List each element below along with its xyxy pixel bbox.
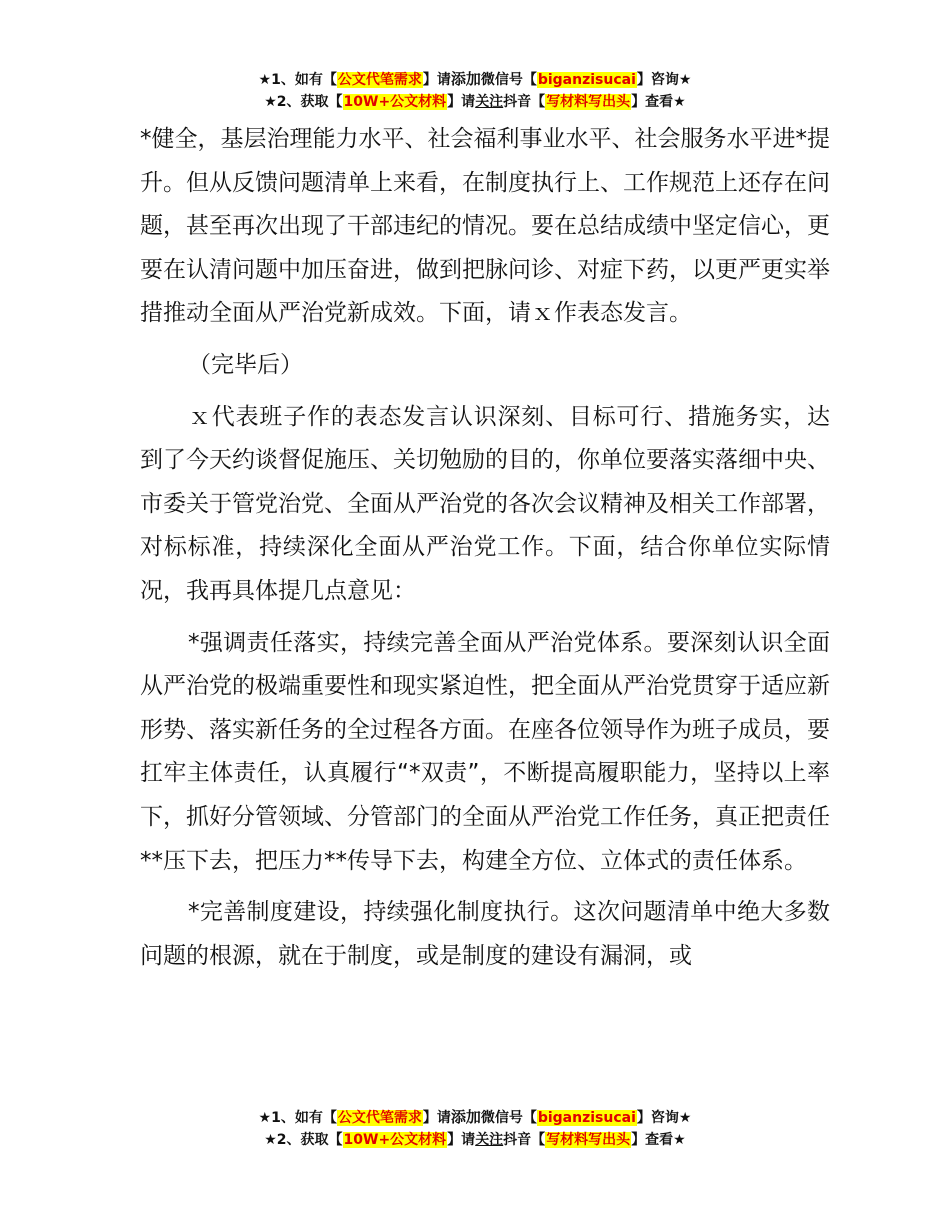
- banner-text: 添加: [450, 70, 481, 88]
- paragraph-response: ｘ代表班子作的表态发言认识深刻、目标可行、措施务实，达到了今天约谈督促施压、关切勉励的目的，你单位要落实落细中央、市委关于管党治党、全面从严治党的各次会议精神及相关工作部署，对标标准，持续深化全面从严治党工作。下面，结合你单位实际情况，我再具体提几点意见：: [140, 403, 830, 604]
- banner-text: 抖音【: [503, 94, 546, 110]
- banner-text: 】请: [422, 72, 451, 88]
- paragraph-point-one: *强调责任落实，持续完善全面从严治党体系。要深刻认识全面从严治党的极端重要性和现实紧迫性，把全面从严治党贯穿于适应新形势、落实新任务的全过程各方面。在座各位领导作为班子成员，要扛牢主体责任，认真履行“*双责”，不断提高履职能力，坚持以上率下，抓好分管领域、分管部门的全面从严治党工作任务，真正把责任**压下去，把压力**传导下去，构建全方位、立体式的责任体系。: [140, 629, 830, 874]
- banner-text: 微信号【: [480, 1110, 537, 1126]
- header-banner: [0, 68, 950, 113]
- banner-text: 】查看★: [631, 1132, 686, 1148]
- banner-text: ★1、如有【: [258, 1110, 337, 1126]
- banner-text: 】咨询★: [636, 1110, 692, 1126]
- banner-highlight: 公文代笔需求: [337, 72, 422, 88]
- banner-text: 】请: [447, 1132, 476, 1148]
- banner-text: 】查看★: [631, 94, 686, 110]
- banner-text: 添加: [450, 1108, 481, 1126]
- banner-text: 关注: [475, 1132, 504, 1148]
- footer-banner: [0, 1106, 950, 1151]
- banner-line-2: [0, 91, 950, 113]
- banner-text: 关注: [475, 94, 504, 110]
- banner-highlight: 公文代笔需求: [337, 1110, 422, 1126]
- paragraph-aside: （完毕后）: [188, 351, 303, 378]
- banner-highlight: 写材料写出头: [546, 1132, 631, 1148]
- banner-text: 】咨询★: [636, 72, 692, 88]
- banner-text: 】请: [422, 1110, 451, 1126]
- banner-text: 】请: [447, 94, 476, 110]
- banner-highlight: 写材料写出头: [546, 94, 631, 110]
- banner-text: 抖音【: [503, 1132, 546, 1148]
- document-body: [140, 118, 830, 986]
- paragraph-continuation: *健全，基层治理能力水平、社会福利事业水平、社会服务水平进*提升。但从反馈问题清单上来看，在制度执行上、工作规范上还存在问题，甚至再次出现了干部违纪的情况。要在总结成绩中坚定信心，更要在认清问题中加压奋进，做到把脉问诊、对症下药，以更严更实举措推动全面从严治党新成效。下面，请ｘ作表态发言。: [140, 126, 830, 327]
- banner-line-1: [0, 68, 950, 91]
- banner-text: ★1、如有【: [258, 72, 337, 88]
- banner-highlight: 10W+公文材料: [343, 1132, 447, 1148]
- banner-text: ★2、获取【: [264, 1132, 343, 1148]
- banner-highlight: biganzisucai: [537, 72, 636, 88]
- banner-line-2: [0, 1129, 950, 1151]
- banner-line-1: [0, 1106, 950, 1129]
- banner-text: ★2、获取【: [264, 94, 343, 110]
- banner-text: 微信号【: [480, 72, 537, 88]
- banner-highlight: biganzisucai: [537, 1110, 636, 1126]
- banner-highlight: 10W+公文材料: [343, 94, 447, 110]
- paragraph-point-two: *完善制度建设，持续强化制度执行。这次问题清单中绝大多数问题的根源，就在于制度，或是制度的建设有漏洞，或: [140, 899, 830, 969]
